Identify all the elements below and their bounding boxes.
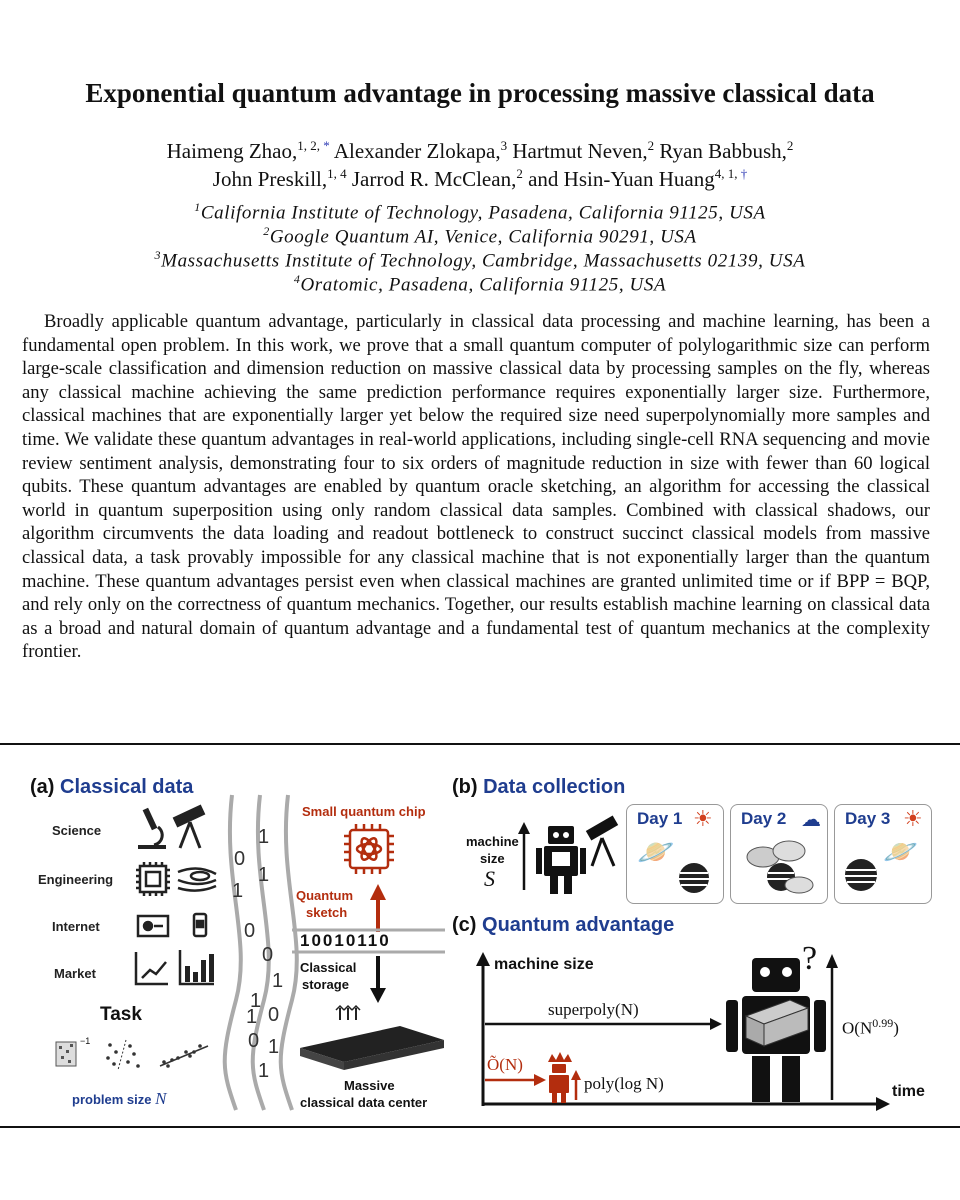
quantum-chip-icon [344, 824, 394, 874]
stream-bit: 0 [268, 1004, 280, 1026]
superpoly-label: superpoly(N) [548, 1000, 639, 1019]
storage-arrow-head [370, 988, 386, 1003]
rain-cloud-icon: ☁ [801, 807, 821, 831]
affiliation-4: $^4$Oratomic, Pasadena, California 91125, USA [293, 272, 667, 296]
robot-icon [536, 826, 586, 894]
machine-label-1: machine [466, 834, 519, 849]
author: John Preskill,$^{1, 4}$ [212, 166, 347, 191]
panel-c-title: (c) Quantum advantage [452, 914, 675, 936]
matrix-icon [56, 1042, 76, 1066]
x-axis-head [876, 1097, 890, 1111]
stream-bit: 0 [234, 848, 246, 870]
affiliation-3: $^3$Massachusetts Institute of Technology, Cambridge, Massachusetts 02139, USA [154, 248, 806, 272]
otilde-label: Õ(N) [487, 1055, 523, 1074]
category-market: Market [54, 966, 96, 981]
otilde-arrow-head [534, 1074, 546, 1086]
telescope-icon [588, 818, 616, 866]
day-label: Day 2 [741, 809, 787, 828]
category-engineering: Engineering [38, 872, 114, 887]
day-label: Day 1 [637, 809, 683, 828]
polylog-arrow-head [571, 1070, 581, 1080]
airflow-icon [178, 868, 216, 890]
machine-label-2: size [480, 851, 505, 866]
author: Ryan Babbush,$^2$ [659, 138, 794, 163]
datacenter-label-2: classical data center [300, 1095, 428, 1110]
stream-bit: 1 [258, 1060, 270, 1082]
x-axis-label: time [892, 1083, 925, 1100]
small-quantum-robot-icon [548, 1052, 572, 1103]
saturn-icon: 🪐 [637, 835, 675, 870]
stream-bit: 1 [232, 880, 244, 902]
machine-size-arrow-head [518, 822, 530, 834]
line-chart-icon [136, 952, 168, 984]
affiliation-2: $^2$Google Quantum AI, Venice, California 90291, USA [263, 224, 697, 248]
jupiter-icon [677, 861, 711, 895]
author: Hartmut Neven,$^2$ [512, 138, 655, 163]
phone-icon [194, 914, 206, 936]
stream-bit: 1 [250, 990, 262, 1012]
superpoly-arrow-head [710, 1018, 722, 1030]
day-card [834, 804, 932, 904]
author: Jarrod R. McClean,$^2$ [351, 166, 523, 191]
monitor-icon [138, 916, 168, 936]
storage-label-2: storage [302, 977, 349, 992]
cloudy-planets-icon [741, 837, 821, 897]
stream-bit: 1 [246, 1006, 258, 1028]
panel-a-title: (a) Classical data [30, 776, 194, 798]
chip-label: Small quantum chip [302, 804, 426, 819]
day-card [730, 804, 828, 904]
panel-b-title: (b) Data collection [452, 776, 626, 798]
sketch-label-2: sketch [306, 905, 348, 920]
y-axis-head [476, 952, 490, 966]
cpu-chip-icon [136, 862, 170, 896]
datacenter-label-1: Massive [344, 1078, 395, 1093]
author: Haimeng Zhao,$^{1, 2,}$ * [166, 138, 330, 163]
abstract: Broadly applicable quantum advantage, particularly in classical data processing and machine learning, has been a fundamental open problem. In this work, we prove that a small quantum computer of polylogarithmic size can perform large-scale classification and dimension reduction on massive classical data by processing samples on the fly, whereas any classical machine achieving the same prediction performance requires exponentially larger size. Furthermore, classical machines that are exponentially larger yet below the required size need superpolynomially more samples and time. We validate these quantum advantages in real-world applications, including single-cell RNA sequencing and movie review sentiment analysis, demonstrating four to six orders of magnitude reduction in size with fewer than 60 logical qubits. These quantum advantages are enabled by quantum oracle sketching, an algorithm for accessing the classical world in quantum superposition using only random classical data samples. Combined with classical shadows, our algorithm circumvents the data loading and readout bottleneck to construct succinct classical models from massive classical data, a task provably impossible for any classical machine that is not exponentially larger than the quantum machine. These quantum advantages persist even when classical machines are granted unlimited time or if BPP = BQP, and rely only on the correctness of quantum mechanics. Together, our results establish machine learning on classical data as a broad and natural domain of quantum advantage and a fundamental test of quantum mechanics at the complexity frontier. [22, 311, 930, 663]
author: Alexander Zlokapa,$^3$ [333, 138, 508, 163]
task-title: Task [100, 1004, 142, 1025]
sketch-label-1: Quantum [296, 888, 354, 903]
sun-icon: ☀ [903, 807, 923, 832]
stream-bit: 1 [272, 970, 284, 992]
paper-title: Exponential quantum advantage in processing massive classical data [85, 78, 875, 108]
sketch-arrow-head [370, 884, 386, 900]
machine-var: S [484, 866, 495, 891]
storage-label-1: Classical [300, 960, 357, 975]
stream-line [225, 795, 244, 1110]
affiliation-1: $^1$California Institute of Technology, Pasadena, California 91125, USA [194, 200, 766, 224]
stream-bit: 0 [262, 944, 274, 966]
stream-bit: 0 [248, 1030, 260, 1052]
jupiter-icon [843, 857, 879, 893]
day-card [626, 804, 724, 904]
category-science: Science [52, 823, 102, 838]
sun-icon: ☀ [693, 807, 713, 832]
bitstring: 10010110 [300, 931, 391, 950]
polylog-label: poly(log N) [584, 1074, 664, 1093]
problem-size-label: problem size N [72, 1089, 167, 1108]
big-o-label: $O(N^{0.99})$ [842, 1016, 899, 1038]
stream-bit: 0 [244, 920, 256, 942]
author: and Hsin-Yuan Huang$^{4, 1,}$ † [528, 166, 748, 191]
question-mark: ? [802, 940, 818, 977]
stream-bit: 1 [268, 1036, 280, 1058]
y-axis-label: machine size [494, 956, 594, 973]
stream-bit: 1 [258, 826, 270, 848]
dimension-reduction-icon [160, 1044, 208, 1068]
microscope-icon [138, 808, 166, 849]
stream-bit: 1 [258, 864, 270, 886]
bar-chart-icon [180, 950, 214, 984]
saturn-icon: 🪐 [883, 835, 918, 868]
classification-scatter-icon [106, 1040, 140, 1070]
data-center-icon [300, 1006, 444, 1070]
big-o-arrow-head [826, 954, 838, 968]
day-label: Day 3 [845, 809, 891, 828]
telescope-icon [175, 806, 204, 848]
matrix-inverse-superscript: −1 [80, 1036, 91, 1046]
category-internet: Internet [52, 919, 100, 934]
